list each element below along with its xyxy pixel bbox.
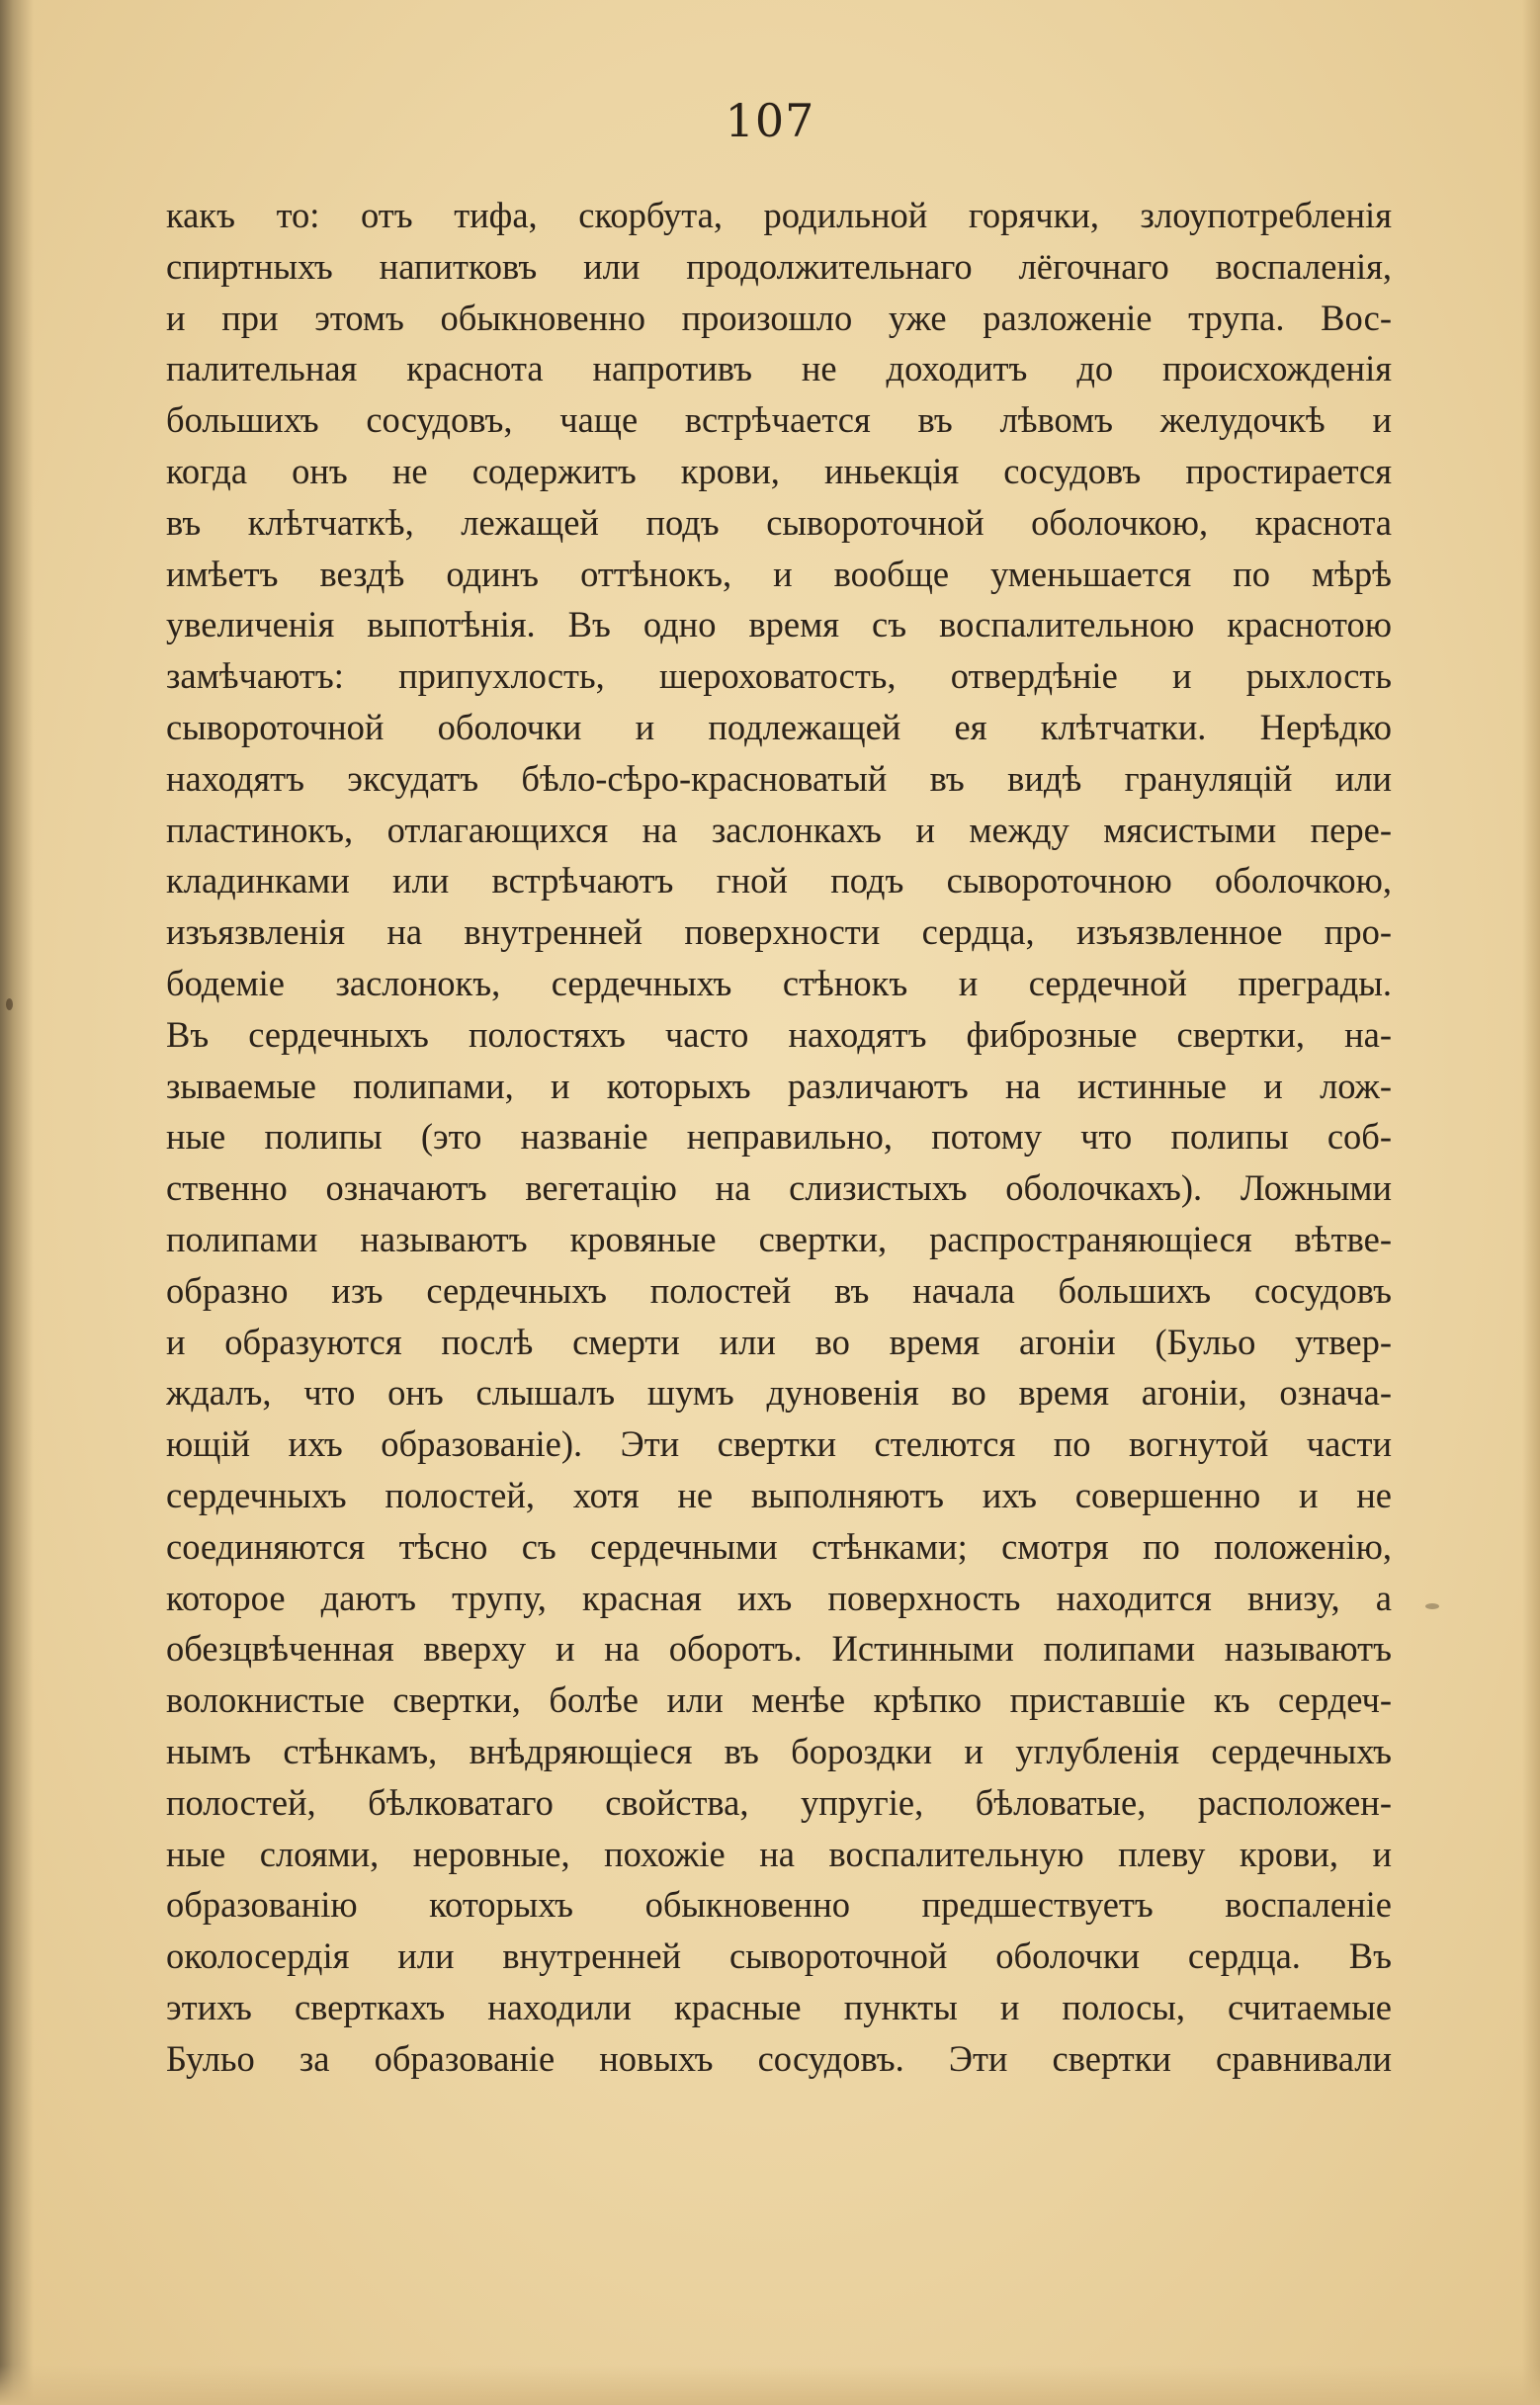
page-right-edge-shadow <box>1522 0 1540 2405</box>
text-line: ные слоями, неровные, похожіе на воспалительную плеву крови, и <box>166 1833 1392 1874</box>
text-line: замѣчаютъ: припухлость, шероховатость, отвердѣніе и рыхлость <box>166 655 1392 697</box>
text-line: изъязвленія на внутренней поверхности сердца, изъязвленное про- <box>166 911 1392 953</box>
text-line: бодеміе заслонокъ, сердечныхъ стѣнокъ и сердечной преграды. <box>166 962 1392 1003</box>
text-line: увеличенія выпотѣнія. Въ одно время съ воспалительною краснотою <box>166 604 1392 645</box>
text-line: которое даютъ трупу, красная ихъ поверхность находится внизу, а <box>166 1577 1392 1618</box>
text-line: ждалъ, что онъ слышалъ шумъ дуновенія во время агоніи, означа- <box>166 1372 1392 1414</box>
text-line: сывороточной оболочки и подлежащей ея клѣтчатки. Нерѣдко <box>166 706 1392 747</box>
text-line: Въ сердечныхъ полостяхъ часто находятъ фиброзные свертки, на- <box>166 1013 1392 1055</box>
text-line: нымъ стѣнкамъ, внѣдряющіеся въ бороздки и углубленія сердечныхъ <box>166 1730 1392 1771</box>
text-line: образованію которыхъ обыкновенно предшествуетъ воспаленіе <box>166 1884 1392 1926</box>
text-line: кладинками или встрѣчаютъ гной подъ сывороточною оболочкою, <box>166 860 1392 902</box>
text-line: околосердія или внутренней сывороточной оболочки сердца. Въ <box>166 1935 1392 1977</box>
text-line: и образуются послѣ смерти или во время агоніи (Бульо утвер- <box>166 1321 1392 1362</box>
page-left-edge-shadow <box>0 0 34 2405</box>
text-line: ющій ихъ образованіе). Эти свертки стелются по вогнутой части <box>166 1423 1392 1465</box>
text-line: Бульо за образованіе новыхъ сосудовъ. Эти свертки сравнивали <box>166 2037 1392 2079</box>
text-line: пластинокъ, отлагающихся на заслонкахъ и между мясистыми пере- <box>166 809 1392 850</box>
text-line: сердечныхъ полостей, хотя не выполняютъ ихъ совершенно и не <box>166 1474 1392 1515</box>
page-bottom-edge-shadow <box>0 2365 1540 2405</box>
ink-spot <box>1425 1603 1439 1609</box>
text-line: въ клѣтчаткѣ, лежащей подъ сывороточной оболочкою, краснота <box>166 501 1392 543</box>
text-line: спиртныхъ напитковъ или продолжительнаго лёгочнаго воспаленія, <box>166 245 1392 287</box>
text-line: какъ то: отъ тифа, скорбута, родильной горячки, злоупотребленія <box>166 195 1392 235</box>
text-line: большихъ сосудовъ, чаще встрѣчается въ лѣвомъ желудочкѣ и <box>166 399 1392 441</box>
text-line: ные полипы (это названіе неправильно, потому что полипы соб- <box>166 1116 1392 1158</box>
text-line: соединяются тѣсно съ сердечными стѣнками; смотря по положенію, <box>166 1525 1392 1567</box>
text-line: полипами называютъ кровяные свертки, распространяющіеся вѣтве- <box>166 1218 1392 1259</box>
text-line: находятъ эксудатъ бѣло-сѣро-красноватый въ видѣ грануляцій или <box>166 757 1392 799</box>
text-line: обезцвѣченная вверху и на оборотъ. Истинными полипами называютъ <box>166 1628 1392 1670</box>
text-line: этихъ сверткахъ находили красные пункты и полосы, считаемые <box>166 1986 1392 2027</box>
text-line: когда онъ не содержитъ крови, иньекція сосудовъ простирается <box>166 450 1392 491</box>
text-line: палительная краснота напротивъ не доходитъ до происхожденія <box>166 348 1392 389</box>
text-line: полостей, бѣлковатаго свойства, упругіе, бѣловатые, расположен- <box>166 1781 1392 1823</box>
ink-spot <box>6 998 13 1010</box>
text-line: ственно означаютъ вегетацію на слизистыхъ оболочкахъ). Ложными <box>166 1167 1392 1209</box>
text-line: имѣетъ вездѣ одинъ оттѣнокъ, и вообще уменьшается по мѣрѣ <box>166 553 1392 594</box>
text-line: образно изъ сердечныхъ полостей въ начала большихъ сосудовъ <box>166 1269 1392 1311</box>
text-line: зываемые полипами, и которыхъ различаютъ на истинные и лож- <box>166 1065 1392 1106</box>
body-text <box>166 190 1392 2084</box>
page-number: 107 <box>725 94 815 147</box>
text-line: и при этомъ обыкновенно произошло уже разложеніе трупа. Вос- <box>166 297 1392 338</box>
text-line: волокнистые свертки, болѣе или менѣе крѣпко приставшіе къ сердеч- <box>166 1679 1392 1721</box>
